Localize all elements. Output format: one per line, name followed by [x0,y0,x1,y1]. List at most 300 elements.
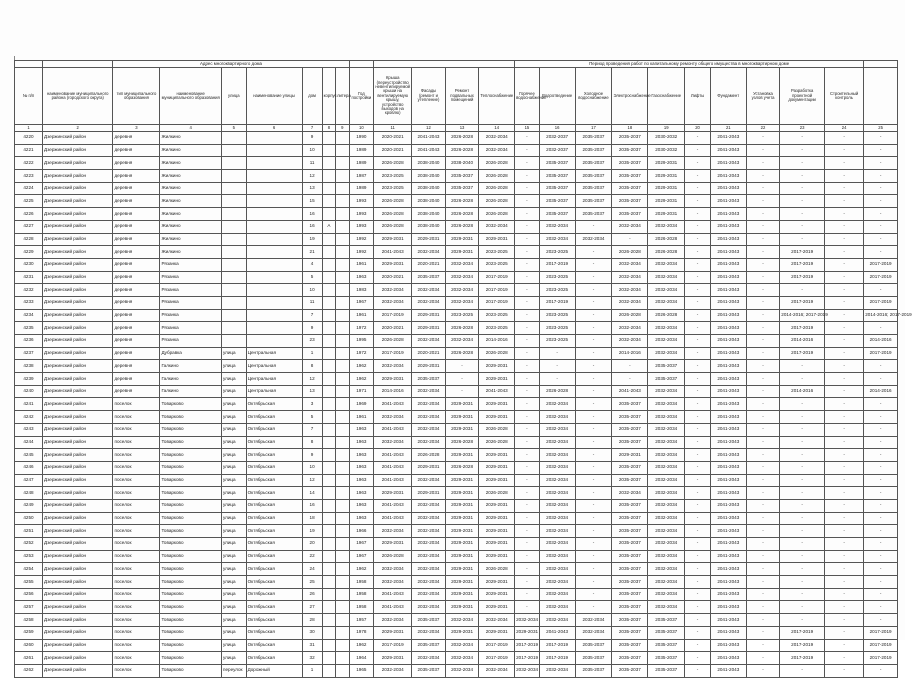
table-cell: Октябрьская [246,626,302,639]
table-cell: 2020-2021 [374,271,412,284]
table-cell: 2035-2037 [612,461,648,474]
table-cell: деревня [113,296,160,309]
table-cell [322,550,335,563]
table-cell: 2029-2031 [412,233,446,246]
table-cell: - [864,436,898,449]
table-cell: - [825,335,864,348]
table-cell: - [575,373,612,386]
table-cell [246,132,302,145]
table-cell: - [864,246,898,259]
table-row [15,576,898,589]
table-cell [221,309,246,322]
table-cell: деревня [113,233,160,246]
table-cell: Октябрьская [246,525,302,538]
table-cell: 2029-2031 [648,157,685,170]
column-header: Установка узлов учета [746,68,780,125]
table-cell: Дзержинский район [42,436,112,449]
table-cell: улица [221,512,246,525]
table-cell: 2032-2034 [445,652,479,665]
table-cell: 31 [302,639,322,652]
table-cell: Дзержинский район [42,170,112,183]
table-cell: - [864,144,898,157]
table-cell: деревня [113,258,160,271]
table-cell: поселок [113,652,160,665]
table-cell: - [685,398,711,411]
table-cell: деревня [113,347,160,360]
table-cell: 2035-2037 [612,626,648,639]
table-cell: - [780,487,825,500]
table-cell: 2017-2019 [539,296,575,309]
table-cell: 4237 [15,347,43,360]
table-cell: 2023-2025 [539,271,575,284]
table-cell: - [515,601,540,614]
table-cell: 2032-2034 [374,576,412,589]
table-cell: 2029-2031 [374,652,412,665]
table-cell: - [780,195,825,208]
table-cell: - [825,512,864,525]
table-cell: Товарково [160,664,222,677]
table-cell: 2041-2043 [374,246,412,259]
table-row [15,182,898,195]
table-cell: 1962 [349,360,374,373]
table-cell: 2035-2037 [612,538,648,551]
table-cell: - [864,157,898,170]
table-cell: 2026-2028 [374,195,412,208]
table-cell: 2032-2034 [374,436,412,449]
table-cell [336,271,349,284]
table-cell [336,296,349,309]
table-cell [221,170,246,183]
table-cell: 2041-2043 [710,208,746,221]
table-cell: - [685,664,711,677]
table-cell: - [780,360,825,373]
table-cell: 2035-2037 [648,614,685,627]
table-cell: - [780,144,825,157]
table-cell: 4248 [15,487,43,500]
table-cell: 2017-2019 [539,639,575,652]
table-cell: деревня [113,144,160,157]
table-cell: - [746,411,780,424]
table-cell: 26 [302,588,322,601]
table-cell: 2029-2031 [648,195,685,208]
table-cell: 1962 [349,373,374,386]
table-cell: 2017-2019 [374,309,412,322]
table-cell [322,474,335,487]
column-number-row [15,125,898,132]
table-cell: 4244 [15,436,43,449]
table-cell: 2029-2031 [479,626,515,639]
table-cell: 2032-2034 [515,664,540,677]
table-row [15,474,898,487]
column-header: наименование улицы [246,68,302,125]
table-cell: Дзержинский район [42,373,112,386]
table-cell: - [780,170,825,183]
table-row [15,550,898,563]
table-cell: Дзержинский район [42,258,112,271]
column-header [864,68,898,125]
table-cell: 2032-2034 [648,335,685,348]
header-spacer [15,61,43,68]
table-cell: 2032-2034 [648,487,685,500]
table-cell: 2029-2031 [479,360,515,373]
table-cell: - [780,411,825,424]
table-cell: 4236 [15,335,43,348]
table-row [15,652,898,665]
table-cell: 2032-2034 [479,664,515,677]
table-cell: 2035-2037 [575,157,612,170]
table-cell: 2026-2028 [374,157,412,170]
table-cell: улица [221,538,246,551]
table-cell: 4259 [15,626,43,639]
table-cell: - [864,550,898,563]
table-cell: 2014-2016; 2017-2019 [780,309,825,322]
column-header: Год постройки [349,68,374,125]
table-cell: - [575,309,612,322]
table-cell: 2041-2043 [710,626,746,639]
table-cell: 2035-2037 [612,398,648,411]
table-cell: 2017-2019 [864,271,898,284]
table-cell: - [515,246,540,259]
table-cell: 2041-2043 [710,614,746,627]
table-cell: - [685,157,711,170]
table-cell: 20 [302,538,322,551]
table-cell: 19 [302,233,322,246]
table-cell: 2029-2031 [648,208,685,221]
table-cell [336,398,349,411]
table-cell [336,373,349,386]
table-cell: Рязанка [160,284,222,297]
table-cell: 2029-2031 [412,487,446,500]
table-cell [221,144,246,157]
table-cell: 4233 [15,296,43,309]
table-cell: - [746,360,780,373]
table-cell [246,208,302,221]
table-cell: 2035-2037 [612,182,648,195]
table-cell: Дзержинский район [42,550,112,563]
table-cell: 2032-2034 [515,614,540,627]
table-cell: 2032-2034 [445,664,479,677]
table-cell: Дзержинский район [42,322,112,335]
table-cell: 2029-2031 [374,626,412,639]
table-cell [336,626,349,639]
table-cell: 11 [302,296,322,309]
table-cell: 2029-2031 [445,246,479,259]
table-cell: Жилкино [160,233,222,246]
table-cell: 2035-2037 [539,170,575,183]
table-cell: 2035-2037 [445,170,479,183]
header-spacer [349,61,374,68]
table-cell: 2017-2019 [780,296,825,309]
table-cell: 2032-2034 [648,347,685,360]
table-cell: 2041-2043 [612,385,648,398]
table-cell: 2041-2043 [374,461,412,474]
table-cell: 2032-2034 [648,284,685,297]
table-cell: 32 [302,652,322,665]
table-cell: улица [221,576,246,589]
table-cell: - [746,563,780,576]
table-cell: - [780,132,825,145]
table-cell: Жилкино [160,132,222,145]
table-cell: 2032-2034 [412,588,446,601]
table-cell: - [825,436,864,449]
table-cell: 2035-2037 [612,563,648,576]
table-cell: 2026-2028 [374,208,412,221]
table-cell: - [825,499,864,512]
table-cell: 2032-2034 [612,284,648,297]
table-row [15,449,898,462]
table-cell: деревня [113,195,160,208]
table-cell: 2041-2043 [710,373,746,386]
table-cell: - [515,525,540,538]
table-cell: Октябрьская [246,411,302,424]
table-cell: 11 [302,157,322,170]
table-cell: 2035-2037 [612,195,648,208]
table-cell: 2035-2037 [648,639,685,652]
table-cell: - [864,499,898,512]
table-cell: 1966 [349,525,374,538]
table-cell: Центральная [246,347,302,360]
table-cell: Октябрьская [246,576,302,589]
table-cell: - [825,626,864,639]
table-cell: Рязанка [160,271,222,284]
table-cell: поселок [113,550,160,563]
table-cell: - [746,322,780,335]
table-cell: 2032-2034 [445,614,479,627]
table-cell: Рязанка [160,322,222,335]
table-row [15,144,898,157]
table-cell: 2041-2043 [710,157,746,170]
table-cell: 2026-2028 [648,309,685,322]
table-cell: Товарково [160,411,222,424]
table-cell: - [746,423,780,436]
table-cell: 2032-2034 [648,588,685,601]
table-cell: 2035-2037 [612,170,648,183]
table-cell: - [780,601,825,614]
table-cell: 2032-2034 [648,525,685,538]
table-cell: - [780,576,825,589]
column-number: 1 [15,125,43,132]
table-cell: - [746,449,780,462]
table-cell: 2017-2019 [515,652,540,665]
table-cell: - [685,335,711,348]
table-cell: 2041-2043 [710,309,746,322]
table-cell: 2041-2043 [710,576,746,589]
table-cell: 2041-2043 [710,411,746,424]
table-cell: 2020-2021 [374,144,412,157]
table-cell: 30 [302,626,322,639]
table-cell: 2032-2034 [648,271,685,284]
table-cell [221,271,246,284]
table-cell: 9 [302,449,322,462]
table-cell: 2023-2025 [479,309,515,322]
table-cell [322,423,335,436]
table-cell: 4 [302,258,322,271]
table-cell [336,208,349,221]
table-cell: 16 [302,220,322,233]
table-cell [322,538,335,551]
table-cell: Товарково [160,550,222,563]
column-header: Теплоснабжение [479,68,515,125]
column-header: корпус [322,68,335,125]
table-cell [322,335,335,348]
table-cell: 4227 [15,220,43,233]
table-cell [336,170,349,183]
table-cell: 2032-2034 [539,576,575,589]
table-cell: 2032-2034 [412,385,446,398]
column-number: 14 [479,125,515,132]
column-header: Газоснабжение [648,68,685,125]
table-cell: 2026-2028 [445,132,479,145]
table-cell: - [864,512,898,525]
table-cell: 2032-2034 [539,563,575,576]
table-cell: 2032-2034 [412,499,446,512]
table-cell: 4222 [15,157,43,170]
table-cell: 2035-2037 [575,132,612,145]
table-cell: 2017-2019 [479,296,515,309]
table-cell: 2041-2043 [710,499,746,512]
table-cell [322,246,335,259]
table-cell: 2041-2043 [710,385,746,398]
table-cell [336,309,349,322]
table-cell: Товарково [160,601,222,614]
table-cell: - [685,271,711,284]
table-cell: 2032-2034 [612,258,648,271]
table-cell: 2032-2034 [539,499,575,512]
table-cell [322,588,335,601]
table-cell: 2032-2034 [412,296,446,309]
table-cell: 2032-2034 [539,423,575,436]
table-cell: - [864,132,898,145]
table-cell: - [515,398,540,411]
table-cell: 2020-2021 [374,132,412,145]
table-cell: деревня [113,271,160,284]
table-cell: 13 [302,385,322,398]
table-cell: - [575,576,612,589]
table-cell: поселок [113,601,160,614]
header-columns-row [15,68,898,125]
table-cell: Октябрьская [246,487,302,500]
table-cell: - [575,449,612,462]
table-cell: - [685,423,711,436]
table-cell: 1993 [349,195,374,208]
table-cell: 2041-2043 [374,588,412,601]
table-row [15,233,898,246]
table-cell: 5 [302,411,322,424]
table-cell: - [575,588,612,601]
column-header: Холодное водоснабжение [575,68,612,125]
table-cell: - [780,474,825,487]
table-cell: - [746,525,780,538]
table-cell: 21 [302,246,322,259]
table-cell: 2026-2028 [479,423,515,436]
table-cell: 2032-2034 [575,233,612,246]
table-cell: 4225 [15,195,43,208]
table-cell [336,423,349,436]
table-cell: 2041-2043 [710,398,746,411]
table-cell: поселок [113,449,160,462]
table-cell: - [825,487,864,500]
table-cell: 2032-2034 [412,576,446,589]
table-cell [246,258,302,271]
table-cell: 2035-2037 [612,601,648,614]
table-cell: Дзержинский район [42,512,112,525]
table-cell: 2035-2037 [612,639,648,652]
table-cell [336,538,349,551]
column-number: 11 [374,125,412,132]
table-cell: - [685,487,711,500]
table-cell [322,157,335,170]
table-cell: 2035-2037 [612,144,648,157]
table-cell: 4221 [15,144,43,157]
table-cell: - [864,208,898,221]
table-cell: 2029-2031 [445,449,479,462]
table-cell: - [575,398,612,411]
table-cell: - [575,271,612,284]
table-cell: 2035-2037 [539,157,575,170]
table-cell: - [825,195,864,208]
table-cell: - [746,512,780,525]
table-cell: 2029-2031 [374,233,412,246]
table-cell: - [685,246,711,259]
table-cell: 2032-2034 [412,474,446,487]
table-cell: - [515,487,540,500]
table-cell: 4249 [15,499,43,512]
table-cell: Дзержинский район [42,157,112,170]
table-cell: 10 [302,284,322,297]
table-cell [336,132,349,145]
table-cell: 4261 [15,652,43,665]
table-cell: 2029-2031 [445,398,479,411]
table-cell: 2032-2034 [648,449,685,462]
column-number: 9 [336,125,349,132]
table-cell [221,284,246,297]
table-cell: 2041-2043 [374,449,412,462]
column-header: № п/п [15,68,43,125]
table-cell: 2032-2034 [412,652,446,665]
table-cell [322,461,335,474]
table-cell: 12 [302,373,322,386]
table-cell: 1963 [349,512,374,525]
table-cell: 2035-2037 [412,639,446,652]
table-cell: Дзержинский район [42,499,112,512]
table-cell: - [825,347,864,360]
table-cell: 4242 [15,411,43,424]
table-cell: - [515,233,540,246]
table-cell: поселок [113,461,160,474]
table-cell: поселок [113,588,160,601]
table-cell: 2032-2034 [648,385,685,398]
table-cell: 2026-2028 [539,385,575,398]
table-cell [322,360,335,373]
table-cell: 2032-2034 [539,220,575,233]
table-cell: 2032-2034 [648,436,685,449]
table-cell: Жилкино [160,144,222,157]
table-cell: 12 [302,474,322,487]
table-cell [322,626,335,639]
table-row [15,614,898,627]
table-cell: 2029-2031 [479,474,515,487]
table-cell [246,233,302,246]
table-cell: - [685,436,711,449]
table-cell: 13 [302,182,322,195]
table-cell: поселок [113,614,160,627]
table-cell: - [746,347,780,360]
table-cell: - [575,538,612,551]
table-cell: 2041-2043 [374,398,412,411]
table-cell: 2041-2043 [374,512,412,525]
table-cell: - [864,664,898,677]
table-cell: - [864,461,898,474]
